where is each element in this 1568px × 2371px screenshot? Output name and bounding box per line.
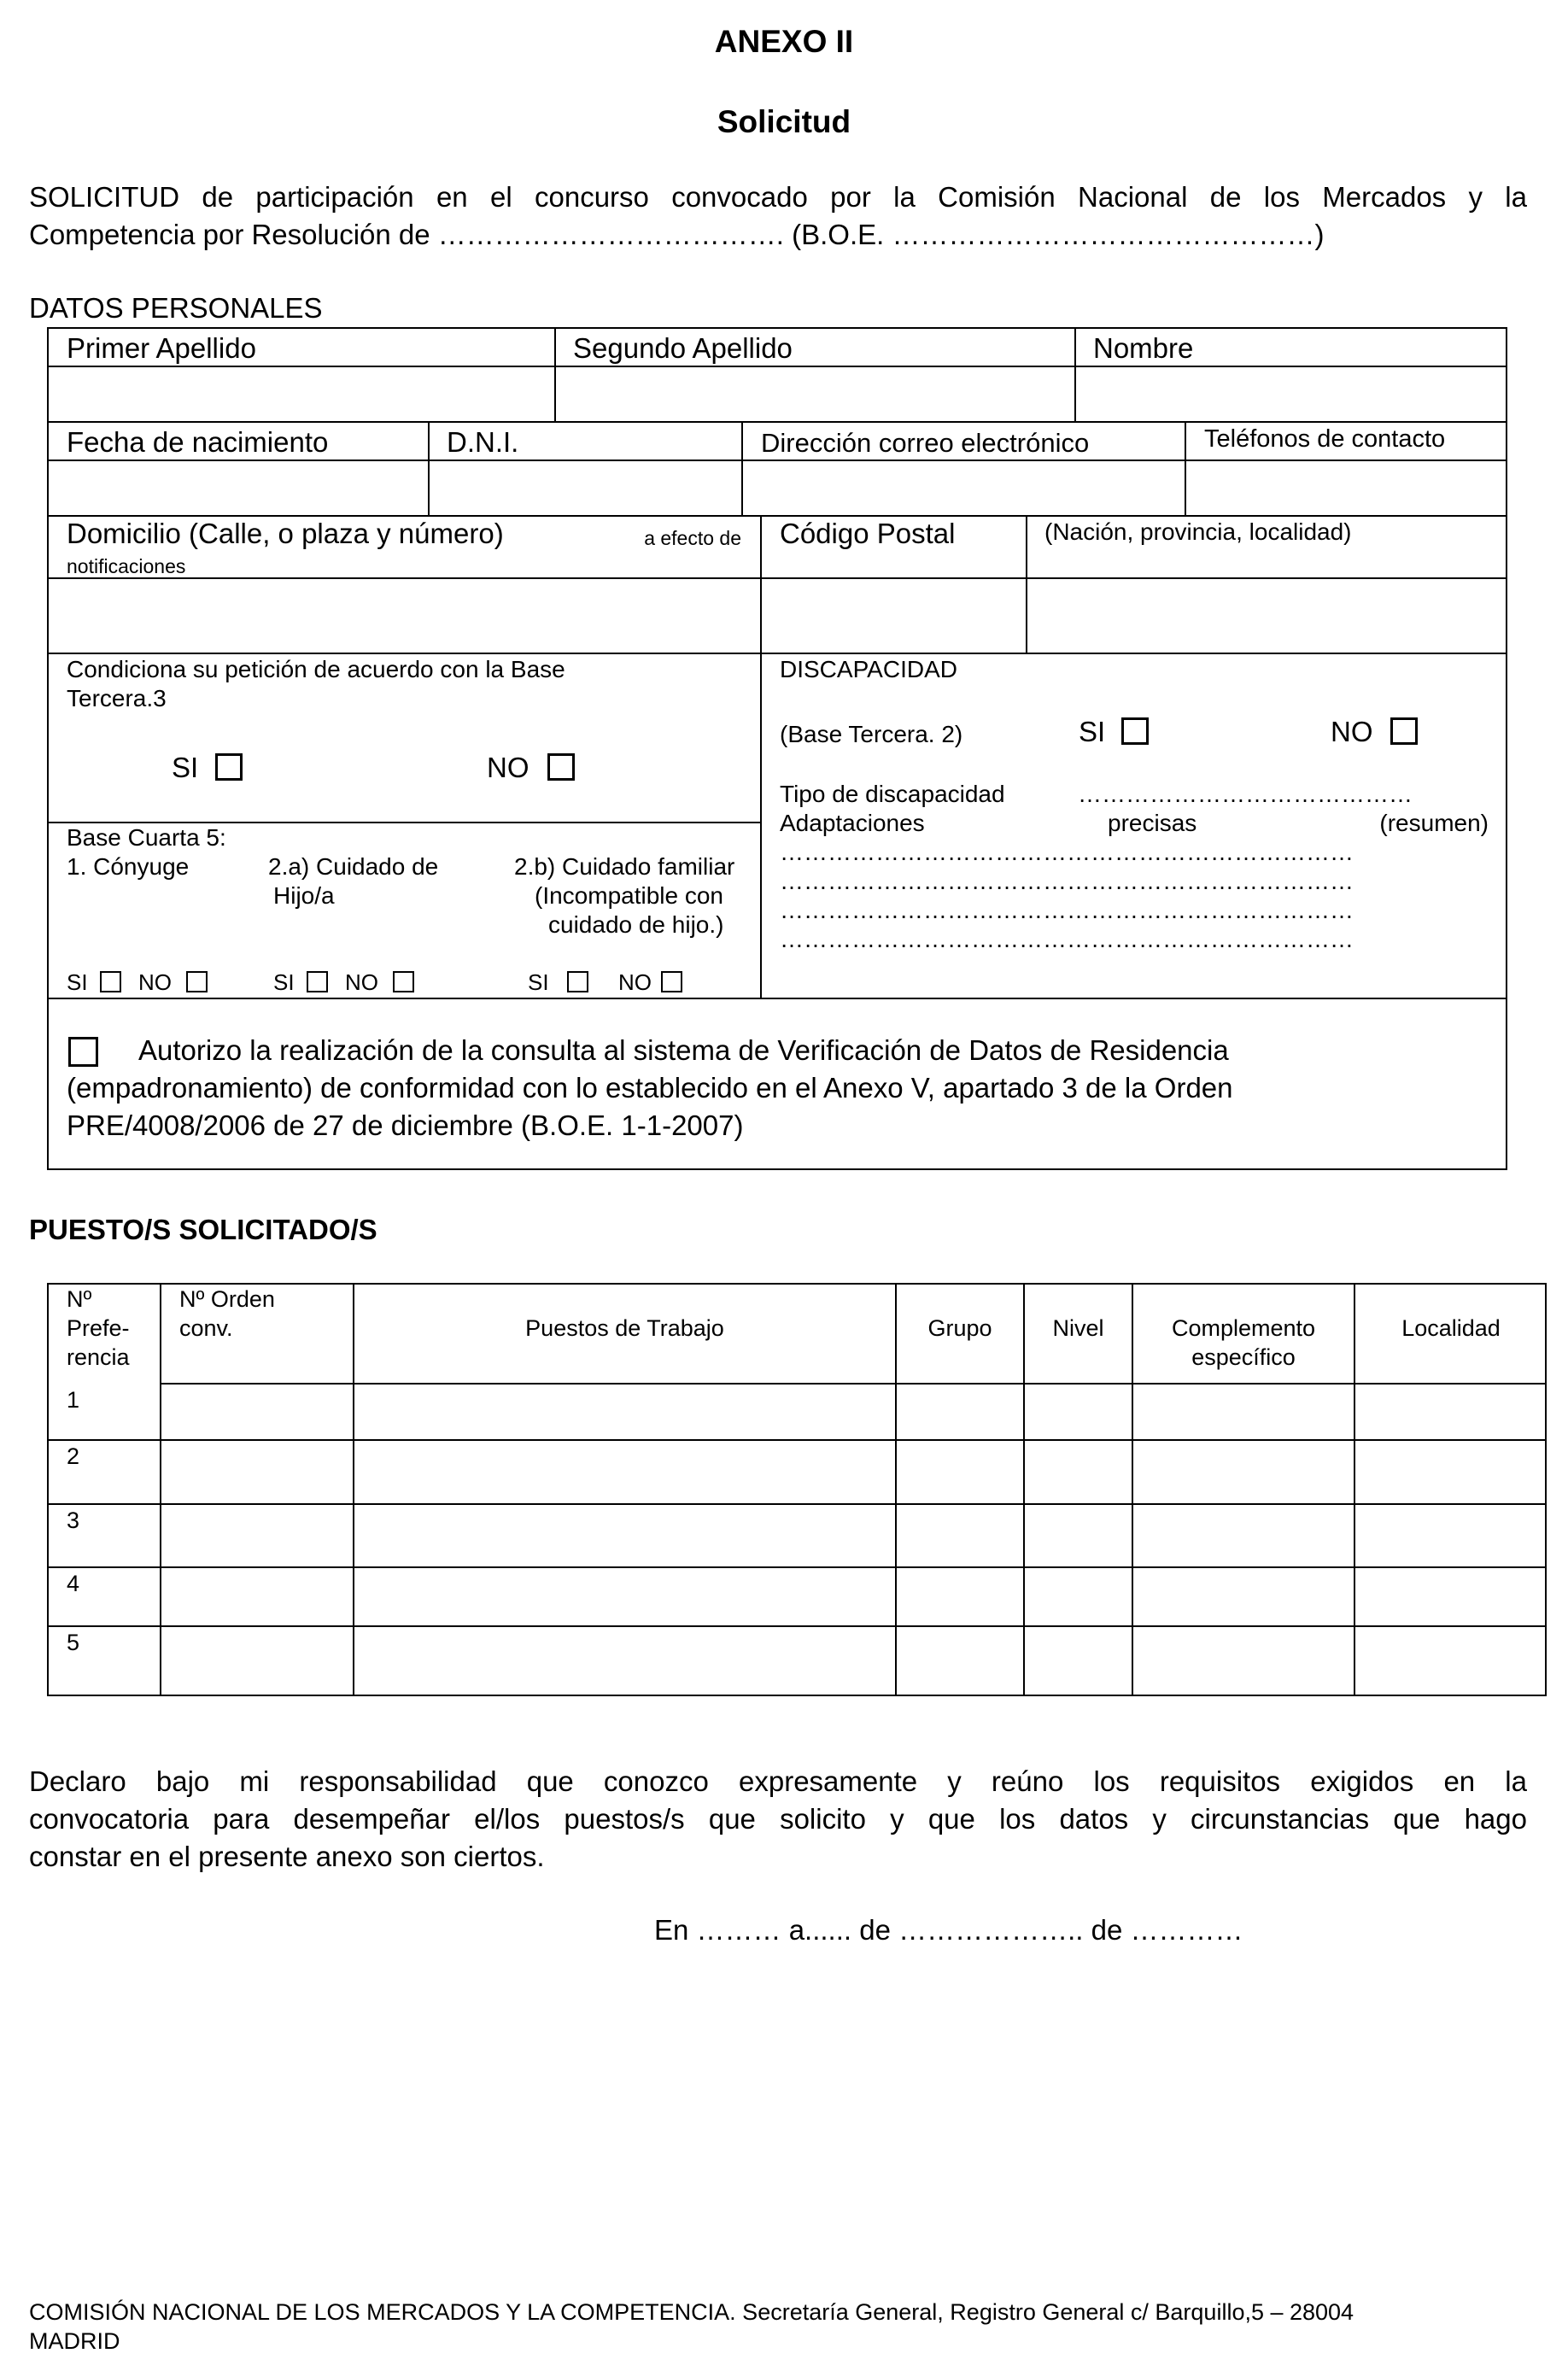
adaptaciones-field-line-3[interactable]: ……………………………………………………………… xyxy=(780,897,1354,923)
row-number: 2 xyxy=(67,1443,80,1469)
condiciona-si-checkbox[interactable] xyxy=(215,753,243,781)
discapacidad-title: DISCAPACIDAD xyxy=(780,656,957,682)
cuidado-hijo-no-checkbox[interactable] xyxy=(393,971,414,992)
nacion-field[interactable] xyxy=(1027,579,1506,652)
signature-place-date[interactable]: En ……… a...... de ……………….. de ………… xyxy=(654,1914,1243,1946)
fecha-nacimiento-field[interactable] xyxy=(49,461,426,514)
label-segundo-apellido: Segundo Apellido xyxy=(573,332,793,364)
conyuge-no-label: NO xyxy=(138,969,172,995)
cuidado-hijo-si-label: SI xyxy=(273,969,295,995)
intro-line-1: SOLICITUD de participación en el concurso convocado por la Comisión Nacional de los Mercados y la xyxy=(29,181,1527,213)
condiciona-si-label: SI xyxy=(172,752,199,783)
tipo-discapacidad-label: Tipo de discapacidad xyxy=(780,781,1005,807)
codigo-postal-field[interactable] xyxy=(762,579,1024,652)
base-cuarta-title: Base Cuarta 5: xyxy=(67,824,226,851)
base-cuarta-col3-line3: cuidado de hijo.) xyxy=(548,911,724,938)
label-primer-apellido: Primer Apellido xyxy=(67,332,256,364)
base-cuarta-col2-line2: Hijo/a xyxy=(273,882,335,909)
intro-line-2: Competencia por Resolución de ………………………………. (B.O.E. ………………………………………) xyxy=(29,219,1325,250)
discapacidad-si-checkbox[interactable] xyxy=(1121,717,1149,745)
label-domicilio-main: Domicilio (Calle, o plaza y número) xyxy=(67,518,504,549)
header-grupo: Grupo xyxy=(927,1315,992,1341)
label-domicilio-small: a efecto de xyxy=(644,527,741,549)
cuidado-hijo-no-label: NO xyxy=(345,969,378,995)
autorizo-line-3: PRE/4008/2006 de 27 de diciembre (B.O.E. 1-1-2007) xyxy=(67,1109,744,1141)
correo-field[interactable] xyxy=(743,461,1183,514)
divider xyxy=(1354,1283,1355,1696)
autorizo-line-1: Autorizo la realización de la consulta al sistema de Verificación de Datos de Residencia xyxy=(138,1034,1229,1066)
divider xyxy=(47,998,1507,999)
label-domicilio-line2: notificaciones xyxy=(67,555,186,577)
adaptaciones-word-2: precisas xyxy=(1108,810,1197,836)
row-number: 5 xyxy=(67,1630,80,1655)
page-title: Solicitud xyxy=(717,104,851,139)
label-dni: D.N.I. xyxy=(447,426,519,458)
autorizo-checkbox[interactable] xyxy=(68,1037,98,1067)
label-correo: Dirección correo electrónico xyxy=(761,428,1090,458)
header-pref-line-1: Nº xyxy=(67,1286,92,1312)
primer-apellido-field[interactable] xyxy=(49,367,553,420)
cuidado-hijo-si-checkbox[interactable] xyxy=(307,971,328,992)
row-number: 1 xyxy=(67,1387,80,1413)
divider xyxy=(47,515,1507,517)
domicilio-field[interactable] xyxy=(49,579,758,652)
divider xyxy=(47,653,1507,654)
divider xyxy=(353,1283,354,1696)
base-cuarta-col1: 1. Cónyuge xyxy=(67,853,190,880)
autorizo-line-2: (empadronamiento) de conformidad con lo establecido en el Anexo V, apartado 3 de la Orden xyxy=(67,1072,1233,1104)
discapacidad-base: (Base Tercera. 2) xyxy=(780,721,963,747)
conyuge-si-label: SI xyxy=(67,969,88,995)
conyuge-no-checkbox[interactable] xyxy=(186,971,208,992)
divider xyxy=(160,1283,161,1696)
footer-line-2: MADRID xyxy=(29,2328,120,2354)
base-cuarta-col3-line1: 2.b) Cuidado familiar xyxy=(514,853,735,880)
cuidado-familiar-si-label: SI xyxy=(528,969,549,995)
adaptaciones-field-line-1[interactable]: ……………………………………………………………… xyxy=(780,839,1354,865)
divider xyxy=(47,1439,160,1441)
label-nombre: Nombre xyxy=(1093,332,1194,364)
adaptaciones-field-line-4[interactable]: ……………………………………………………………… xyxy=(780,926,1354,952)
declaration-line-2: convocatoria para desempeñar el/los puestos/s que solicito y que los datos y circunstancias que hago xyxy=(29,1803,1527,1835)
cuidado-familiar-no-checkbox[interactable] xyxy=(661,971,682,992)
divider xyxy=(47,822,761,823)
adaptaciones-field-line-2[interactable]: ……………………………………………………………… xyxy=(780,868,1354,894)
base-cuarta-col2-line1: 2.a) Cuidado de xyxy=(268,853,439,880)
condiciona-line-2: Tercera.3 xyxy=(67,685,167,711)
divider xyxy=(895,1283,897,1696)
declaration-line-3: constar en el presente anexo son ciertos. xyxy=(29,1841,545,1872)
segundo-apellido-field[interactable] xyxy=(556,367,1073,420)
base-cuarta-col3-line2: (Incompatible con xyxy=(535,882,724,909)
condiciona-no-label: NO xyxy=(487,752,529,783)
dni-field[interactable] xyxy=(430,461,740,514)
row-number: 4 xyxy=(67,1571,80,1596)
header-orden-line-1: Nº Orden xyxy=(179,1286,275,1312)
label-telefonos: Teléfonos de contacto xyxy=(1204,425,1446,453)
header-pref-line-3: rencia xyxy=(67,1344,130,1370)
discapacidad-si-label: SI xyxy=(1079,716,1106,747)
adaptaciones-word-1: Adaptaciones xyxy=(780,810,925,836)
label-fecha-nacimiento: Fecha de nacimiento xyxy=(67,426,329,458)
label-domicilio xyxy=(67,518,741,550)
divider xyxy=(760,653,762,998)
adaptaciones-word-3: (resumen) xyxy=(1379,810,1489,836)
header-complemento-line-1: Complemento xyxy=(1171,1315,1316,1341)
condiciona-no-checkbox[interactable] xyxy=(547,753,575,781)
discapacidad-no-checkbox[interactable] xyxy=(1390,717,1418,745)
header-orden-line-2: conv. xyxy=(179,1315,233,1341)
condiciona-line-1: Condiciona su petición de acuerdo con la Base xyxy=(67,656,565,682)
conyuge-si-checkbox[interactable] xyxy=(100,971,121,992)
divider xyxy=(160,1439,1547,1441)
header-puestos: Puestos de Trabajo xyxy=(525,1315,724,1341)
cuidado-familiar-no-label: NO xyxy=(618,969,652,995)
header-complemento-line-2: específico xyxy=(1191,1344,1296,1370)
row-number: 3 xyxy=(67,1507,80,1533)
label-codigo-postal: Código Postal xyxy=(780,518,956,549)
header-nivel: Nivel xyxy=(1052,1315,1104,1341)
divider xyxy=(1023,1283,1025,1696)
declaration-line-1: Declaro bajo mi responsabilidad que conozco expresamente y reúno los requisitos exigidos en la xyxy=(29,1765,1527,1797)
footer-line-1: COMISIÓN NACIONAL DE LOS MERCADOS Y LA COMPETENCIA. Secretaría General, Registro General c/ Barquillo,5 – 28004 xyxy=(29,2299,1354,2325)
label-nacion: (Nación, provincia, localidad) xyxy=(1044,518,1352,545)
telefonos-field[interactable] xyxy=(1186,461,1506,514)
tipo-discapacidad-field[interactable]: …………………………………… xyxy=(1078,781,1413,807)
divider xyxy=(160,1383,1547,1385)
divider xyxy=(47,421,1507,423)
header-localidad: Localidad xyxy=(1401,1315,1501,1341)
annex-title: ANEXO II xyxy=(714,24,854,59)
divider xyxy=(47,1625,1547,1627)
puestos-section-label: PUESTO/S SOLICITADO/S xyxy=(29,1214,377,1245)
divider xyxy=(47,1566,1547,1568)
discapacidad-no-label: NO xyxy=(1331,716,1373,747)
personal-section-label: DATOS PERSONALES xyxy=(29,292,323,324)
divider xyxy=(47,1503,1547,1505)
header-pref-line-2: Prefe- xyxy=(67,1315,130,1341)
cuidado-familiar-si-checkbox[interactable] xyxy=(567,971,588,992)
nombre-field[interactable] xyxy=(1076,367,1506,420)
